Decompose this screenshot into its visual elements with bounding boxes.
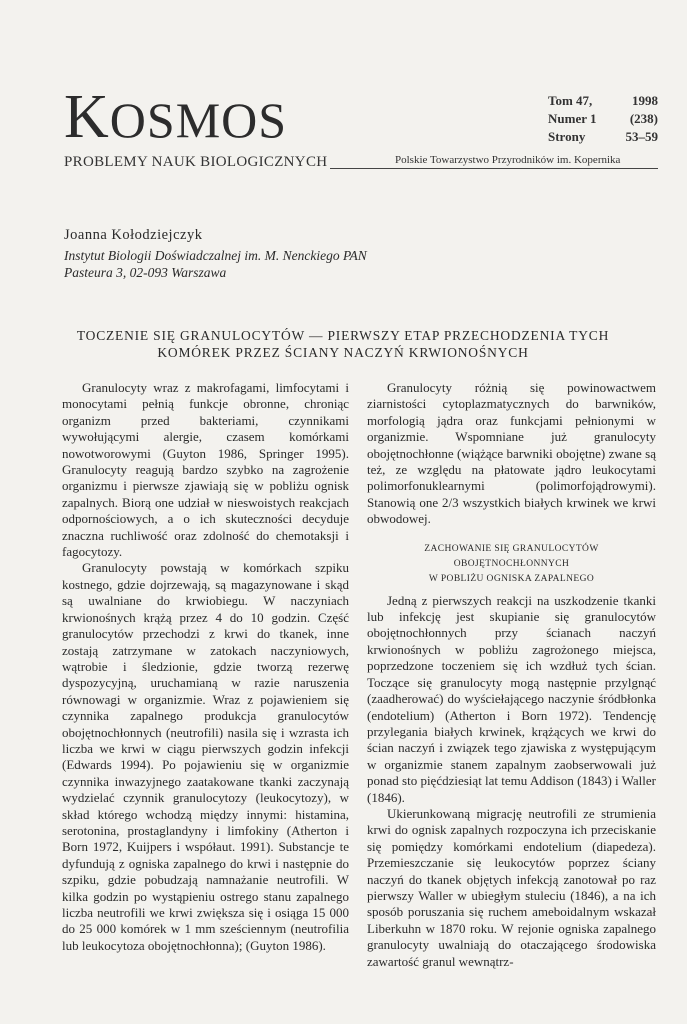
paragraph: Granulocyty powstają w komórkach szpiku kostnego, gdzie dojrzewają, są magazynowane i skąd są uwalniane do krwiobiegu. W naczyniach krwionośnych krążą przez 4 do 10 godzin. Część granulocytów przechodzi z krwi do tkanek, inne zostają zatrzymane w zatokach naczyniowych, wątrobie i śledzionie, gdzie tworzą rezerwę dyspozycyjną, uruchamianą w razie naruszenia równowagi w organizmie. Wraz z pojawieniem się czynnika zapalnego produkcja granulocytów obojętnochłonnych (neutrofili) nasila się i wzrasta ich liczba we krwi w ciągu pierwszych godzin infekcji (Edwards 1994). Po pojawieniu się w organizmie czynnika inwazyjnego zaatakowane tkanki zaczynają wydzielać czynnik granulocytozy (leukocytozy), w skład którego wchodzą między innymi: histamina, serotonina, prostaglandyny i limfokiny (Atherton i Born 1972, Kuijpers i współaut. 1991). Substancje te dyfundują z ogniska zapalnego do krwi i następnie do szpiku, gdzie pobudzają namnażanie neutrofili. W kilka godzin po wystąpieniu ostrego stanu zapalnego liczba neutrofili we krwi zwiększa się i osiąga 15 000 do 25 000 komórek w 1 mm sześciennym (neutrofilia lub leukocytoza obojętnochłonna); (Guyton 1986).: [62, 560, 349, 953]
meta-volume: Tom 47, 1998: [548, 93, 658, 108]
article-title: [70, 327, 616, 361]
issue-meta: [548, 92, 658, 146]
paragraph: Jedną z pierwszych reakcji na uszkodzenie tkanki lub infekcję jest skupianie się granulocytów obojętnochłonnych przy ścianach naczyń krwionośnych w pobliżu zagrożonego miejsca, poprzedzone toczeniem się ich wzdłuż tych ścian. Toczące się granulocyty mogą następnie przylgnąć (zaadherować) do wyściełającego naczynie śródbłonka (endotelium) (Atherton i Born 1972). Tendencję przylegania białych krwinek, krążących we krwi do ścian naczyń i związek tego zjawiska z występującym w organizmie stanem zapalnym zaobserwowali już ponad sto pięćdziesiąt lat temu Addison (1843) i Waller (1846).: [367, 592, 656, 805]
meta-pages: Strony 53–59: [548, 129, 658, 144]
logo-rest: OSMOS: [109, 92, 288, 148]
society-name: Polskie Towarzystwo Przyrodników im. Kopernika: [395, 154, 621, 166]
section-heading: ZACHOWANIE SIĘ GRANULOCYTÓW OBOJĘTNOCHŁONNYCH W POBLIŻU OGNISKA ZAPALNEGO: [424, 543, 599, 584]
journal-subtitle: PROBLEMY NAUK BIOLOGICZNYCH: [64, 154, 328, 170]
column-left: [62, 380, 349, 954]
journal-logo: [64, 83, 288, 151]
logo-first-letter: K: [64, 83, 110, 151]
paragraph: Granulocyty różnią się powinowactwem ziarnistości cytoplazmatycznych do barwników, morfologią jądra oraz funkcjami pełnionymi w organizmie. Wspomniane już granulocyty obojętnochłonne (wiążące barwniki obojętne) zwane są też, ze względu na płatowate jądro leukocytami polimorfonuklearnymi (polimorfojądrowymi). Stanowią one 2/3 wszystkich białych krwinek we krwi obwodowej.: [367, 380, 656, 527]
column-right: [367, 380, 656, 970]
paragraph: Ukierunkowaną migrację neutrofili ze strumienia krwi do ognisk zapalnych rozpoczyna ich przeciskanie się pomiędzy komórkami endotelium (diapedeza). Przemieszczanie się leukocytów poprzez ściany naczyń do tkanek objętych infekcją zanotował po raz pierwszy Waller w ubiegłym stuleciu (1846), a na ich sposób poruszania się ruchem ameboidalnym wskazał Liberkuhn w 1870 roku. W rejonie ogniska zapalnego granulocyty uwalniają do otaczającego środowiska zawartość granul wewnątrz-: [367, 805, 656, 969]
paragraph: Granulocyty wraz z makrofagami, limfocytami i monocytami pełnią funkcje obronne, chroniąc organizm przed bakteriami, czynnikami wywołującymi alergie, czasem komórkami nowotworowymi (Guyton 1986, Springer 1995). Granulocyty reagują bardzo szybko na zagrożenie organizmu i pierwsze zjawiają się w pobliżu ognisk zapalnych. Biorą one udział w nieswoistych reakcjach odpornościowych, a o ich skuteczności decyduje znaczna ruchliwość oraz zdolność do chemotaksji i fagocytozy.: [62, 380, 349, 560]
meta-number: Numer 1 (238): [548, 111, 658, 126]
header-rule: [330, 168, 658, 169]
author-institution: Instytut Biologii Doświadczalnej im. M. Nenckiego PAN: [64, 248, 367, 263]
author-address: Pasteura 3, 02-093 Warszawa: [64, 265, 227, 280]
title-line-2: KOMÓREK PRZEZ ŚCIANY NACZYŃ KRWIONOŚNYCH: [157, 345, 529, 360]
title-line-1: TOCZENIE SIĘ GRANULOCYTÓW — PIERWSZY ETAP PRZECHODZENIA TYCH: [76, 328, 610, 343]
author-affiliation: [64, 247, 367, 281]
author-name: Joanna Kołodziejczyk: [64, 227, 203, 243]
